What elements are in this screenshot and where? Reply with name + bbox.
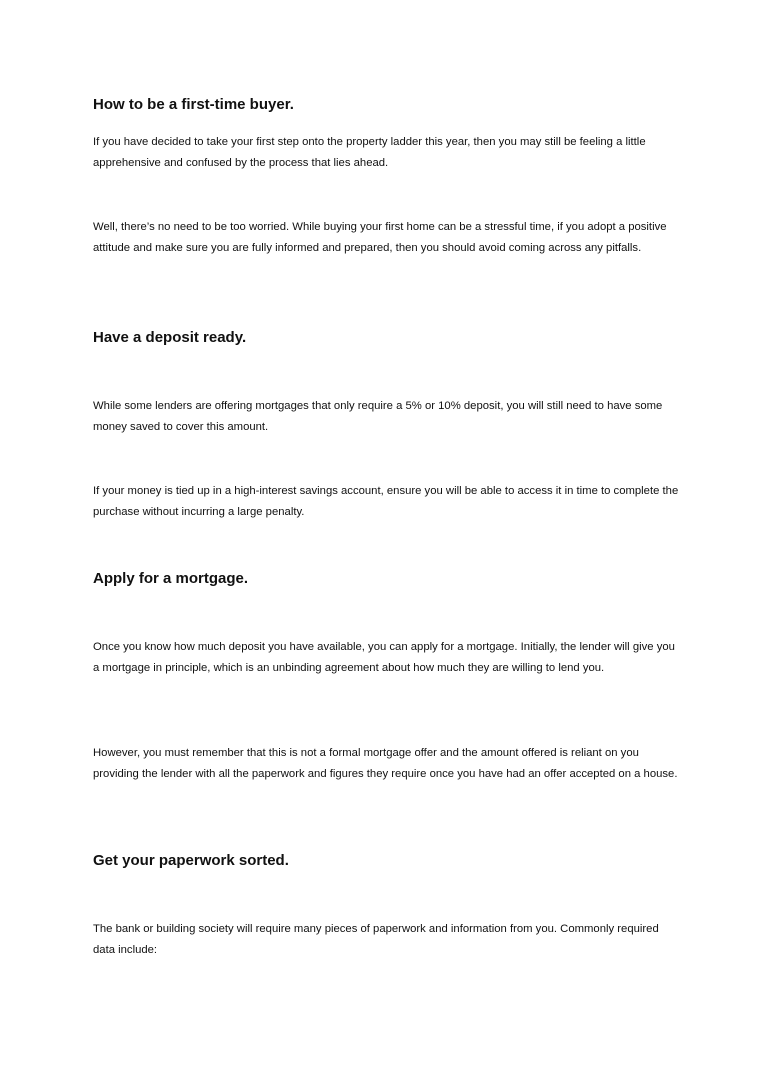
intro-paragraph-1-block (93, 132, 683, 174)
intro-paragraph: If you have decided to take your first step onto the property ladder this year, then you may still be feeling a little apprehensive and confused by the process that lies ahead. (93, 136, 646, 169)
page-title-block (93, 95, 683, 115)
section-paragraph: However, you must remember that this is not a formal mortgage offer and the amount offered is reliant on you providing the lender with all the paperwork and figures they require once you have had an offer accepted on a house. (93, 747, 678, 780)
section-heading-deposit: Have a deposit ready. (93, 329, 247, 346)
mortgage-paragraph-1-block (93, 637, 683, 679)
intro-paragraph-2-block (93, 217, 683, 259)
intro-paragraph: Well, there’s no need to be too worried. While buying your first home can be a stressful time, if you adopt a positive attitude and make sure you are fully informed and prepared, then you should avoid coming across any pitfalls. (93, 221, 667, 254)
section-heading-deposit-block (93, 328, 683, 348)
mortgage-paragraph-2-block (93, 743, 683, 785)
section-paragraph: Once you know how much deposit you have available, you can apply for a mortgage. Initially, the lender will give you a mortgage in principle, which is an unbinding agreement about how much they are willing to lend you. (93, 641, 675, 674)
section-heading-paperwork: Get your paperwork sorted. (93, 852, 289, 869)
section-paragraph: While some lenders are offering mortgages that only require a 5% or 10% deposit, you will still need to have some money saved to cover this amount. (93, 400, 663, 433)
section-heading-mortgage: Apply for a mortgage. (93, 570, 249, 587)
deposit-paragraph-1-block (93, 396, 683, 438)
section-heading-mortgage-block (93, 569, 683, 589)
page-title: How to be a first-time buyer. (93, 96, 294, 113)
section-heading-paperwork-block (93, 851, 683, 871)
section-paragraph: The bank or building society will require many pieces of paperwork and information from you. Commonly required data include: (93, 923, 659, 956)
deposit-paragraph-2-block (93, 481, 683, 523)
section-paragraph: If your money is tied up in a high-interest savings account, ensure you will be able to access it in time to complete the purchase without incurring a large penalty. (93, 485, 679, 518)
paperwork-paragraph-1-block (93, 919, 683, 961)
